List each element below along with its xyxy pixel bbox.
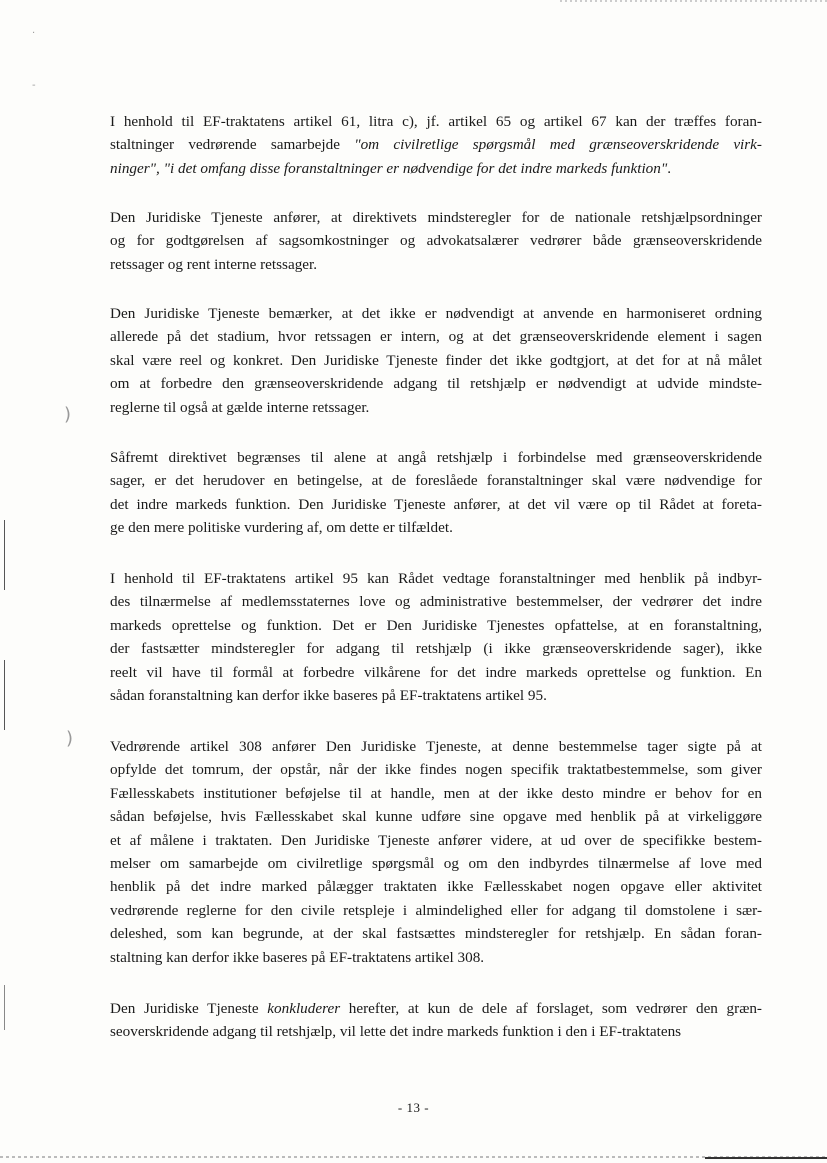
text-line — [110, 372, 762, 395]
text-line — [110, 997, 762, 1020]
text-line — [110, 735, 762, 758]
line-text: Fællesskabets institutioner beføjelse til at handle, men at der ikke desto mindre er behov for en — [110, 784, 762, 802]
line-text: opfylde det tomrum, der opstår, når der ikke findes nogen specifik traktatbestemmelse, som giver — [110, 761, 762, 779]
scan-edge-line — [4, 520, 5, 590]
line-text: retssager og rent interne retssager. — [110, 255, 318, 273]
emphasis-text: "om civilretlige spørgsmål med grænseoverskridende virk- — [354, 136, 762, 154]
text-line — [110, 852, 762, 875]
line-text: skal være reel og konkret. Den Juridiske Tjeneste finder det ikke godtgjort, at det for at nå målet — [110, 351, 762, 369]
text-line — [110, 590, 762, 613]
text-line — [110, 661, 762, 684]
text-line — [110, 637, 762, 660]
emphasis-text: ninger", "i det omfang disse foranstaltninger er nødvendige for det indre markeds funktion" — [110, 159, 668, 177]
scan-speck: · — [32, 28, 36, 39]
text-line — [110, 829, 762, 852]
paragraph — [110, 302, 762, 419]
line-text: Den Juridiske Tjeneste — [110, 1000, 268, 1017]
text-line — [110, 899, 762, 922]
line-text: et af målene i traktaten. Den Juridiske Tjeneste anfører videre, at ud over de specifikke bestem- — [110, 831, 762, 849]
line-text: der fastsætter mindsteregler for adgang til retshjælp (i ikke grænseoverskridende sager), ikke — [110, 640, 762, 658]
line-text: I henhold til EF-traktatens artikel 61, litra c), jf. artikel 65 og artikel 67 kan der træffes foran- — [110, 113, 762, 130]
text-line — [110, 782, 762, 805]
text-line — [110, 229, 762, 252]
line-text: deleshed, som kan begrunde, at der skal fastsættes mindsteregler for retshjælp. En sådan foran- — [110, 925, 762, 943]
paragraph — [110, 735, 762, 969]
line-text: og for godtgørelsen af sagsomkostninger og advokatsalærer vedrører både grænseoverskridende — [110, 232, 762, 250]
line-text: sådan foranstaltning kan derfor ikke baseres på EF-traktatens artikel 95. — [110, 687, 547, 705]
text-line — [110, 1020, 762, 1043]
text-line — [110, 805, 762, 828]
line-text: sager, er det herudover en betingelse, at de foreslåede foranstaltninger skal være nødvendige for — [110, 472, 762, 490]
line-text: sådan beføjelse, hvis Fællesskabet skal kunne udføre sine opgave med henblik på at virkeliggøre — [110, 808, 762, 826]
text-line — [110, 922, 762, 945]
scan-edge-line — [4, 660, 5, 730]
text-line — [110, 446, 762, 469]
text-line — [110, 758, 762, 781]
scan-edge-line — [4, 985, 5, 1030]
text-line — [110, 516, 762, 539]
text-line — [110, 875, 762, 898]
line-text: Den Juridiske Tjeneste bemærker, at det ikke er nødvendigt at anvende en harmoniseret ordning — [110, 305, 762, 322]
paragraph — [110, 110, 762, 180]
scan-edge-bottom-solid — [705, 1157, 827, 1159]
text-line — [110, 110, 762, 133]
page-number: - 13 - — [397, 1100, 430, 1115]
hole-punch-mark: ) — [66, 728, 74, 749]
paragraph — [110, 206, 762, 276]
line-text: om at forbedre den grænseoverskridende adgang til retshjælp er nødvendigt at udvide mindste- — [110, 375, 762, 393]
text-line — [110, 302, 762, 325]
line-text: henblik på det indre marked pålægger traktaten ikke Fællesskabet nogen opgave eller aktivitet — [110, 878, 762, 896]
text-line — [110, 157, 762, 180]
paragraph — [110, 567, 762, 707]
paragraph — [110, 446, 762, 540]
text-line — [110, 325, 762, 348]
emphasis-text: konkluderer — [267, 1000, 341, 1017]
text-line — [110, 614, 762, 637]
line-text: vedrørende reglerne for den civile retspleje i almindelighed eller for adgang til domstolene i sær- — [110, 901, 762, 919]
text-line — [110, 133, 762, 156]
scan-speck: - — [32, 80, 36, 91]
scan-edge-bottom — [0, 1156, 827, 1158]
hole-punch-mark: ) — [64, 404, 72, 425]
text-line — [110, 206, 762, 229]
text-line — [110, 946, 762, 969]
line-text: ge den mere politiske vurdering af, om dette er tilfældet. — [110, 519, 453, 537]
line-text: allerede på det stadium, hvor retssagen er intern, og at det grænseoverskridende element i sagen — [110, 328, 762, 346]
line-text: staltning kan derfor ikke baseres på EF-traktatens artikel 308. — [110, 948, 485, 966]
text-line — [110, 349, 762, 372]
line-text: staltninger vedrørende samarbejde — [110, 136, 355, 154]
line-text: Vedrørende artikel 308 anfører Den Juridiske Tjeneste, at denne bestemmelse tager sigte på at — [110, 738, 762, 755]
text-line — [110, 684, 762, 707]
text-line — [110, 567, 762, 590]
line-text: det indre markeds funktion. Den Juridiske Tjeneste anfører, at det vil være op til Rådet at foreta- — [110, 495, 762, 513]
text-line — [110, 253, 762, 276]
line-text: reglerne til også at gælde interne retssager. — [110, 398, 370, 416]
line-text: Den Juridiske Tjeneste anfører, at direktivets mindsteregler for de nationale retshjælpsordninger — [110, 209, 762, 226]
scan-edge-top — [560, 0, 827, 2]
text-line — [110, 469, 762, 492]
line-text: des tilnærmelse af medlemsstaternes love og administrative bestemmelser, der vedrører det indre — [110, 593, 762, 611]
line-text: melser om samarbejde om civilretlige spørgsmål og om den indbyrdes tilnærmelse af love med — [110, 855, 762, 873]
line-text: seoverskridende adgang til retshjælp, vil lette det indre markeds funktion i den i EF-traktatens — [110, 1023, 682, 1041]
line-text: . — [667, 159, 672, 177]
paragraph — [110, 997, 762, 1044]
line-text: reelt vil have til formål at forbedre vilkårene for det indre markeds oprettelse og funktion. En — [110, 663, 762, 681]
line-text: markeds oprettelse og funktion. Det er Den Juridiske Tjenestes opfattelse, at en foranstaltning, — [110, 616, 762, 634]
line-text: Såfremt direktivet begrænses til alene at angå retshjælp i forbindelse med grænseoverskridende — [110, 449, 762, 466]
text-line — [110, 493, 762, 516]
line-text: herefter, at kun de dele af forslaget, som vedrører den græn- — [340, 1000, 762, 1017]
line-text: I henhold til EF-traktatens artikel 95 kan Rådet vedtage foranstaltninger med henblik på indbyr- — [110, 570, 762, 587]
text-line — [110, 396, 762, 419]
